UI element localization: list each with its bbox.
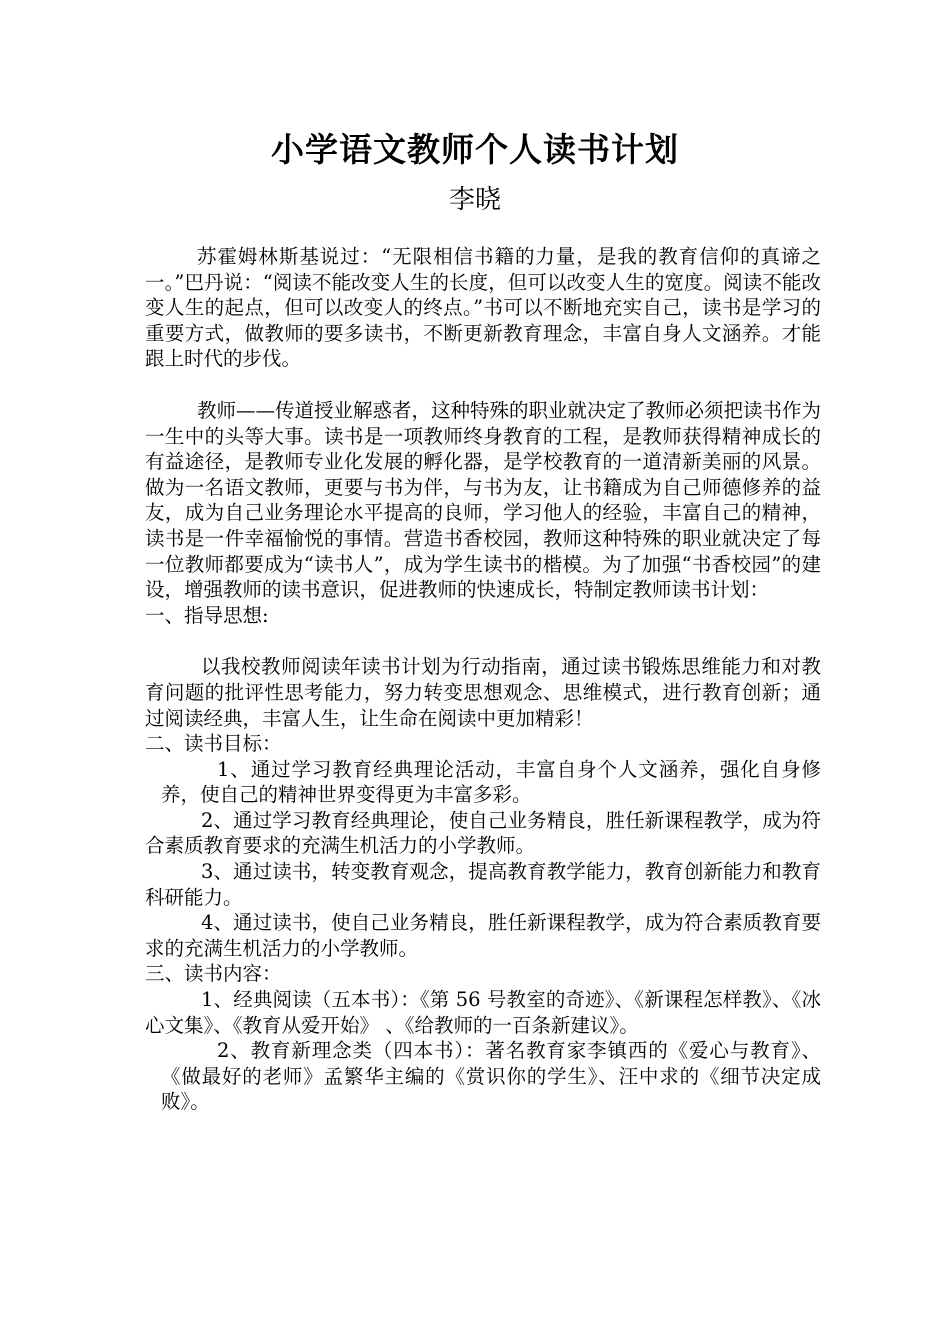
document-author: 李晓 (448, 185, 501, 215)
document-body (145, 244, 821, 1115)
section3-heading: 三、读书内容： (145, 962, 282, 986)
section1-heading: 一、指导思想: (145, 603, 269, 627)
section1-text: 以我校教师阅读年读书计划为行动指南，通过读书锻炼思维能力和对教育问题的批评性思考能力，努力转变思想观念、思维模式，进行教育创新；通过阅读经典，丰富人生，让生命在阅读中更加精彩！ (145, 655, 821, 730)
section2-item-3: 3、通过读书，转变教育观念，提高教育教学能力，教育创新能力和教育科研能力。 (145, 860, 821, 909)
intro-paragraph: 苏霍姆林斯基说过：“无限相信书籍的力量，是我的教育信仰的真谛之一。”巴丹说：“阅读不能改变人生的长度，但可以改变人生的宽度。阅读不能改变人生的起点，但可以改变人的终点。”书可以不断地充实自己，读书是学习的重要方式，做教师的要多读书，不断更新教育理念，丰富自身人文涵养。才能跟上时代的步伐。 (145, 245, 821, 371)
section2-item-1: 1、通过学习教育经典理论活动，丰富自身个人文涵养，强化自身修养，使自己的精神世界变得更为丰富多彩。 (161, 757, 821, 807)
second-paragraph: 教师——传道授业解惑者，这种特殊的职业就决定了教师必须把读书作为一生中的头等大事。读书是一项教师终身教育的工程，是教师获得精神成长的有益途径，是教师专业化发展的孵化器，是学校教育的一道清新美丽的风景。做为一名语文教师，更要与书为伴，与书为友，让书籍成为自己师德修养的益友，成为自己业务理论水平提高的良师，学习他人的经验，丰富自己的精神，读书是一件幸福愉悦的事情。营造书香校园，教师这种特殊的职业就决定了每一位教师都要成为“读书人”，成为学生读书的楷模。为了加强“书香校园”的建设，增强教师的读书意识，促进教师的快速成长，特制定教师读书计划： (145, 398, 822, 602)
section3-item-2: 2、教育新理念类（四本书）：著名教育家李镇西的《爱心与教育》、《做最好的老师》孟繁华主编的《赏识你的学生》、汪中求的《细节决定成败》。 (161, 1039, 821, 1114)
document-title: 小学语文教师个人读书计划 (271, 130, 679, 169)
section3-item-1: 1、经典阅读（五本书）：《第 56 号教室的奇迹》、《新课程怎样教》、《冰心文集》、《教育从爱开始》 、《给教师的一百条新建议》。 (145, 988, 821, 1037)
section2-heading: 二、读书目标： (145, 732, 282, 756)
section2-item-4: 4、通过读书，使自己业务精良，胜任新课程教学，成为符合素质教育要求的充满生机活力的小学教师。 (145, 911, 821, 960)
section2-item-2: 2、通过学习教育经典理论，使自己业务精良，胜任新课程教学，成为符合素质教育要求的充满生机活力的小学教师。 (145, 808, 821, 858)
